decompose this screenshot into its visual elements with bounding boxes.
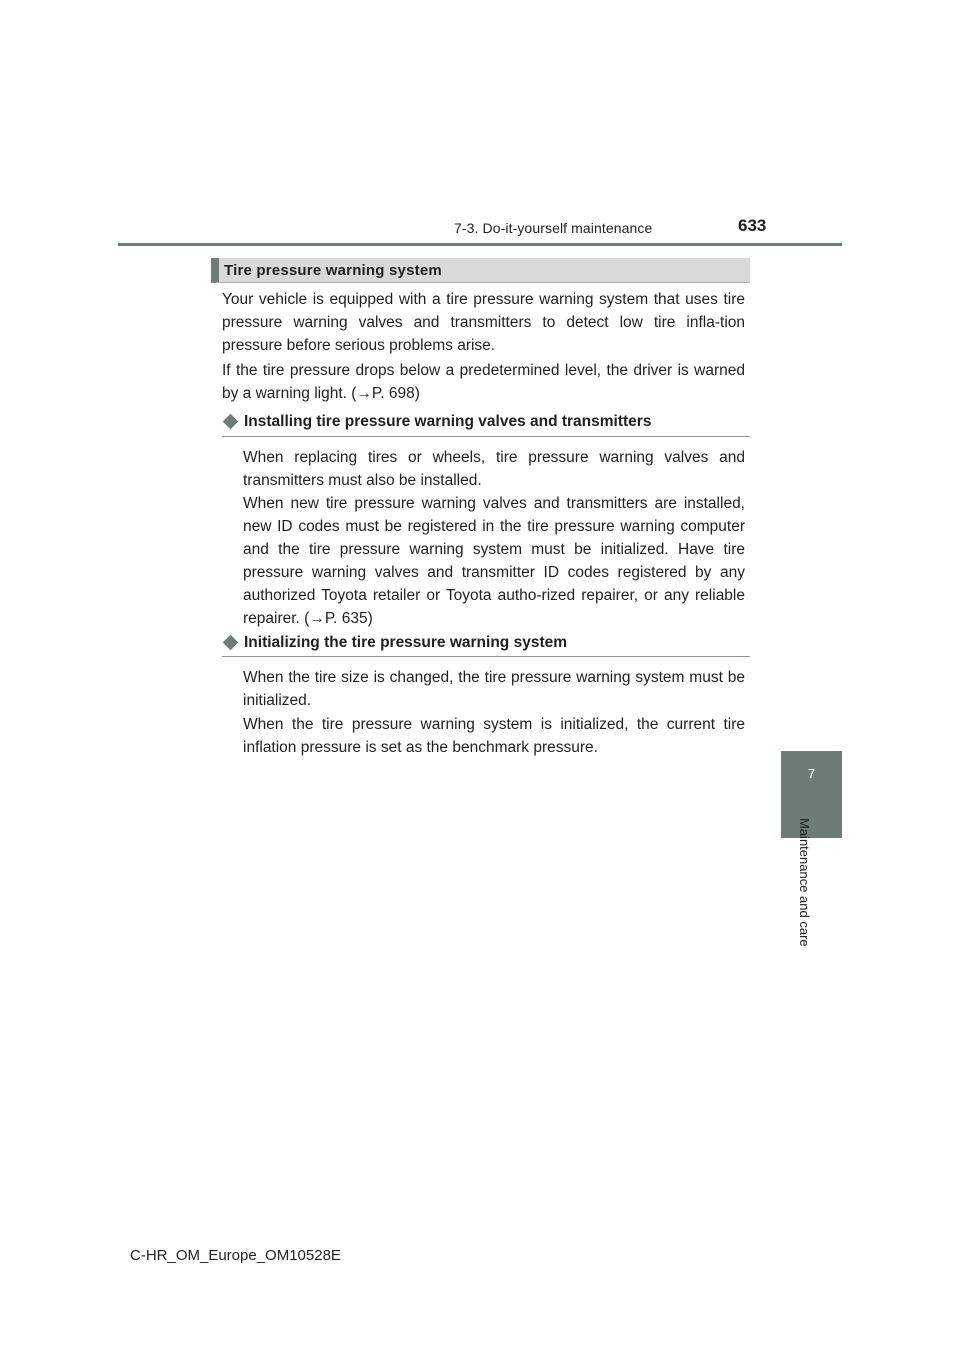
subsection-title: Installing tire pressure warning valves and transmitters	[244, 413, 652, 430]
subsection-paragraph: When new tire pressure warning valves and transmitters are installed, new ID codes must be registered in the tire pressure warning computer and the tire pressure warning system must be initialized. Have tire pressure warning valves and transmitter ID codes registered by any authorized Toyota retailer or Toyota autho-rized repairer, or any reliable repairer. (→P. 635)	[243, 495, 745, 627]
document-id: C-HR_OM_Europe_OM10528E	[130, 1247, 341, 1264]
intro-paragraph: Your vehicle is equipped with a tire pressure warning system that uses tire pressure warning valves and transmitters to detect low tire infla-tion pressure before serious problems arise.	[222, 291, 745, 354]
section-title: Tire pressure warning system	[224, 262, 442, 279]
header-divider	[118, 243, 842, 246]
subsection-paragraph: When replacing tires or wheels, tire pressure warning valves and transmitters must also be installed.	[243, 449, 745, 489]
intro-paragraph: If the tire pressure drops below a predetermined level, the driver is warned by a warning light. (→P. 698)	[222, 362, 745, 402]
chapter-number: 7	[807, 766, 816, 781]
chapter-label: Maintenance and care	[797, 818, 812, 947]
subsection-divider	[222, 656, 750, 657]
diamond-bullet-icon	[223, 414, 239, 430]
subsection-divider	[222, 436, 750, 437]
subsection-title: Initializing the tire pressure warning system	[244, 634, 568, 651]
header-section-title: 7-3. Do-it-yourself maintenance	[454, 220, 653, 236]
subsection-heading	[222, 413, 651, 431]
page-number: 633	[738, 216, 767, 235]
subsection-paragraph: When the tire pressure warning system is initialized, the current tire inflation pressure is set as the benchmark pressure.	[243, 716, 745, 756]
diamond-bullet-icon	[223, 635, 239, 651]
subsection-heading	[222, 634, 567, 652]
subsection-paragraph: When the tire size is changed, the tire pressure warning system must be initialized.	[243, 669, 745, 709]
